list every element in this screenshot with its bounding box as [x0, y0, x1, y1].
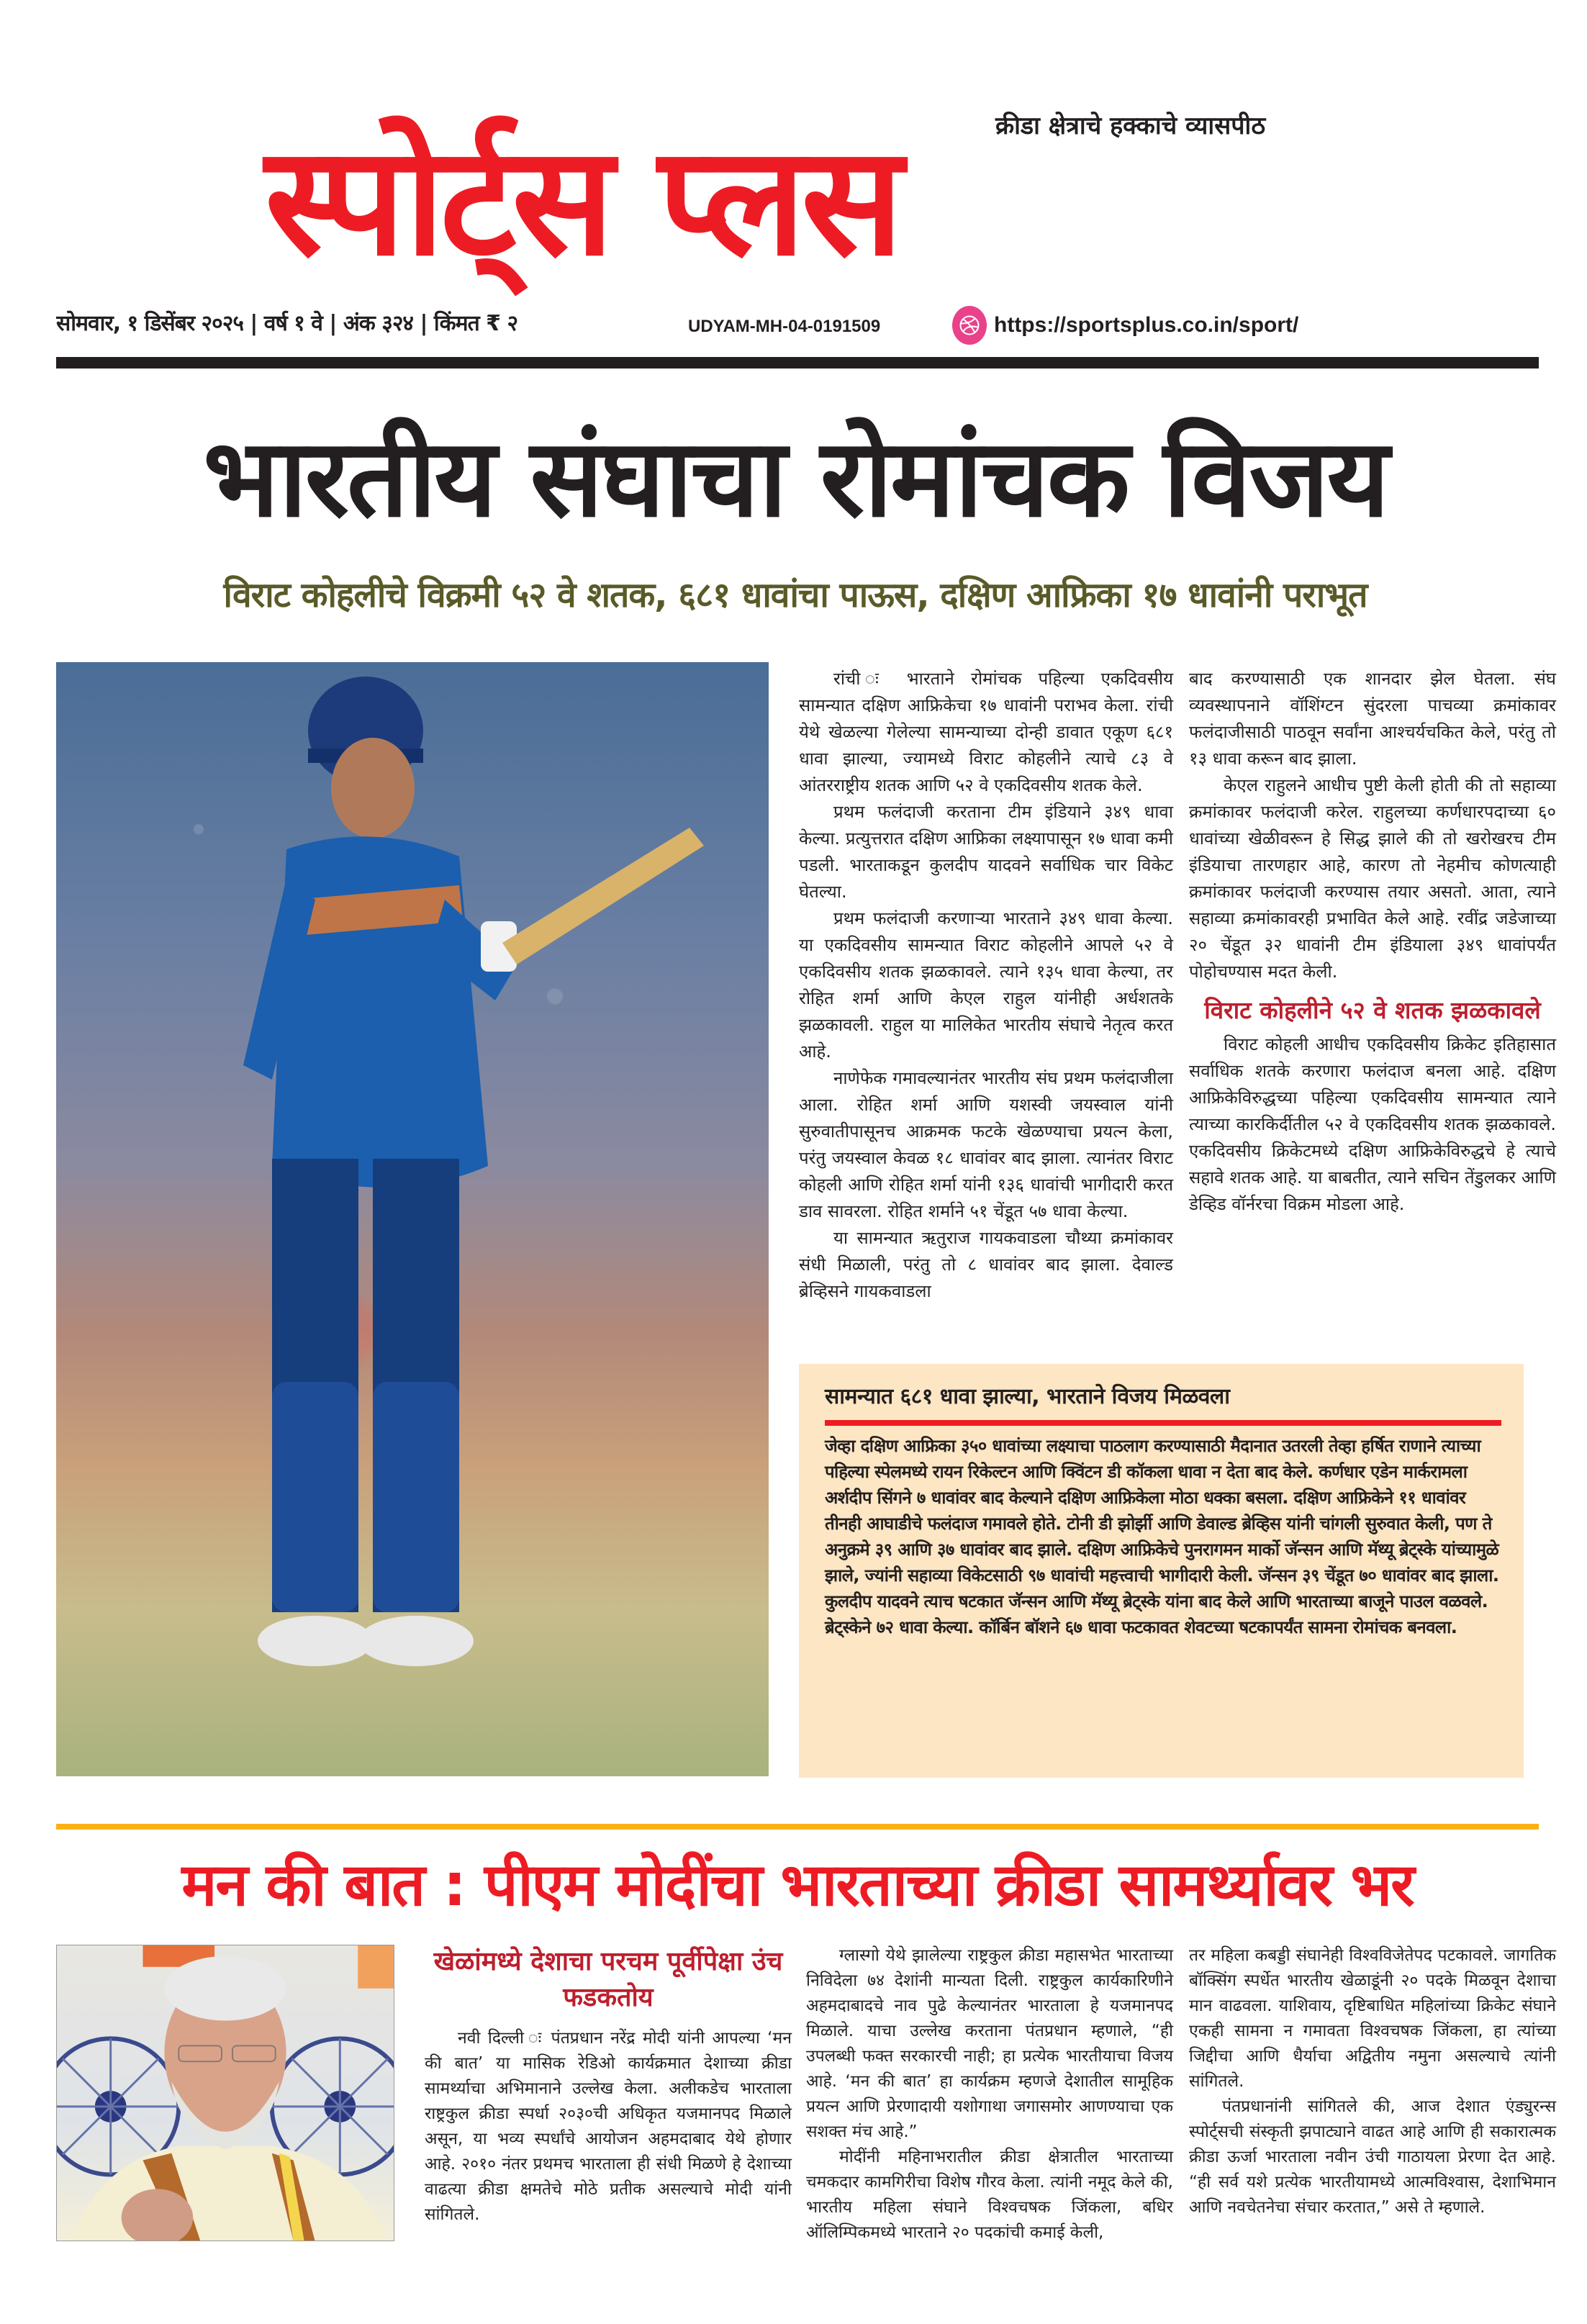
paragraph: पंतप्रधानांनी सांगितले की, आज देशात एंड्युरन्स स्पोर्ट्सची संस्कृती झपाट्याने वाढत आहे आणि ही सकारात्मक क्रीडा ऊर्जा भारताला नवीन उंची गाठायला प्रेरणा देत आहे. “ही सर्व यशे प्रत्येक भारतीयामध्ये आत्मविश्वास, देशाभिमान आणि नवचेतनेचा संचार करतात,” असे ते म्हणाले.: [1189, 2097, 1556, 2217]
box-body: जेव्हा दक्षिण आफ्रिका ३५० धावांच्या लक्ष्याचा पाठलाग करण्यासाठी मैदानात उतरली तेव्हा हर्षित राणाने त्याच्या पहिल्या स्पेलमध्ये रायन रिकेल्टन आणि क्विंटन डी कॉकला धावा न देता बाद केले. कर्णधार एडेन मार्करामला अर्शदीप सिंगने ७ धावांवर बाद केल्याने दक्षिण आफ्रिकेला मोठा धक्का बसला. दक्षिण आफ्रिकेने ११ धावांवर तीनही आघाडीचे फलंदाज गमावले होते. टोनी डी झोर्झी आणि डेवाल्ड ब्रेव्हिस यांनी चांगली सुरुवात केली, पण ते अनुक्रमे ३९ आणि ३७ धावांवर बाद झाले. दक्षिण आफ्रिकेचे पुनरागमन मार्को जॅन्सन आणि मॅथ्यू ब्रेट्स्के यांच्यामुळे झाले, ज्यांनी सहाव्या विकेटसाठी ९७ धावांची महत्त्वाची भागीदारी केली. जॅन्सन ३९ चेंडूत ७० धावांवर बाद झाला. कुलदीप यादवने त्याच षटकात जॅन्सन आणि मॅथ्यू ब्रेट्स्के यांना बाद केले आणि भारताच्या बाजूने पाउल वळवले. ब्रेट्स्केने ७२ धावा केल्या. कॉर्बिन बॉशने ६७ धावा फटकावत शेवटच्या षटकापर्यंत सामना रोमांचक बनवला.: [825, 1436, 1499, 1637]
paragraph: ग्लास्गो येथे झालेल्या राष्ट्रकुल क्रीडा महासभेत भारताच्या निविदेला ७४ देशांनी मान्यता दिली. राष्ट्रकुल कार्यकारिणीने अहमदाबादचे नाव पुढे केल्यानंतर भारताला हे यजमानपद मिळाले. याचा उल्लेख करताना पंतप्रधान म्हणाले, “ही उपलब्धी फक्त सरकारची नाही; हा प्रत्येक भारतीयाचा विजय आहे. ‘मन की बात’ हा कार्यक्रम म्हणजे देशातील सामूहिक प्रयत्न आणि प्रेरणादायी यशोगाथा जगासमोर आणण्याचा एक सशक्त मंच आहे.”: [806, 1946, 1173, 2141]
modi-photo: [56, 1945, 394, 2241]
dribbble-icon: [952, 306, 987, 345]
masthead-divider: [56, 357, 1539, 369]
main-headline: भारतीय संघाचा रोमांचक विजय: [203, 416, 1388, 541]
paragraph: केएल राहुलने आधीच पुष्टी केली होती की तो सहाव्या क्रमांकावर फलंदाजी करेल. राहुलच्या कर्णधारपदाच्या ६० धावांच्या खेळीवरून हे सिद्ध झाले की तो खरोखरच टीम इंडियाचा तारणहार आहे, कारण तो नेहमीच कोणत्याही क्रमांकावर फलंदाजी करण्यास तयार असतो. आता, त्याने सहाव्या क्रमांकावरही प्रभावित केले आहे. रवींद्र जडेजाच्या २० चेंडूत ३२ धावांनी टीम इंडियाला ३४९ धावांपर्यंत पोहोचण्यास मदत केली.: [1189, 775, 1556, 982]
second-article-column-1: [425, 1940, 792, 2228]
sports-flag-subheading: खेळांमध्ये देशाचा परचम पूर्वीपेक्षा उंच फडकतोय: [433, 1947, 783, 2012]
paragraph: नाणेफेक गमावल्यानंतर भारतीय संघ प्रथम फलंदाजीला आला. रोहित शर्मा आणि यशस्वी जयस्वाल यांनी सुरुवातीपासूनच आक्रमक फटके खेळण्याचा प्रयत्न केला, परंतु जयस्वाल केवळ १८ धावांवर बाद झाला. त्यानंतर विराट कोहली आणि रोहित शर्मा यांनी १३६ धावांची भागीदारी करत डाव सावरला. रोहित शर्माने ५१ चेंडूत ५७ धावा केल्या.: [799, 1068, 1173, 1221]
paragraph: या सामन्यात ऋतुराज गायकवाडला चौथ्या क्रमांकावर संधी मिळाली, परंतु तो ८ धावांवर बाद झाला. देवाल्ड ब्रेव्हिसने गायकवाडला: [799, 1228, 1173, 1301]
paragraph: तर महिला कबड्डी संघानेही विश्वविजेतेपद पटकावले. जागतिक बॉक्सिंग स्पर्धेत भारतीय खेळाडूंनी २० पदके मिळवून देशाचा मान वाढवला. याशिवाय, दृष्टिबाधित महिलांच्या क्रिकेट संघाने एकही सामना न गमावता विश्वचषक जिंकला, हा त्यांच्या जिद्दीचा आणि धैर्याचा अद्वितीय नमुना असल्याचे त्यांनी सांगितले.: [1189, 1946, 1556, 2091]
modi-figure: [57, 1945, 394, 2241]
lead-article-column-1: [799, 666, 1173, 1357]
cricketer-figure: [56, 662, 769, 1776]
lead-article-column-2: [1189, 666, 1556, 1353]
main-subheadline: विराट कोहलीचे विक्रमी ५२ वे शतक, ६८१ धावांचा पाऊस, दक्षिण आफ्रिका १७ धावांनी पराभूत: [223, 575, 1367, 615]
section-divider: [56, 1824, 1539, 1830]
match-summary-box: [799, 1364, 1524, 1778]
box-title-underline: [825, 1420, 1501, 1426]
second-article-column-3: [1189, 1943, 1556, 2220]
website-url[interactable]: https://sportsplus.co.in/sport/: [994, 313, 1299, 337]
tagline: क्रीडा क्षेत्राचे हक्काचे व्यासपीठ: [995, 112, 1266, 140]
box-title: सामन्यात ६८१ धावा झाल्या, भारताने विजय मिळवला: [825, 1384, 1230, 1409]
paragraph: प्रथम फलंदाजी करणाऱ्या भारताने ३४९ धावा केल्या. या एकदिवसीय सामन्यात विराट कोहलीने आपले ५२ वे एकदिवसीय शतक झळकावले. त्याने १३५ धावा केल्या, तर रोहित शर्मा आणि केएल राहुल यांनीही अर्धशतके झळकावली. राहुल या मालिकेत भारतीय संघाचे नेतृत्व करत आहे.: [799, 908, 1173, 1062]
second-headline: मन की बात : पीएम मोदींचा भारताच्या क्रीडा सामर्थ्यावर भर: [181, 1851, 1414, 1920]
paragraph: प्रथम फलंदाजी करताना टीम इंडियाने ३४९ धावा केल्या. प्रत्युत्तरात दक्षिण आफ्रिका लक्ष्यापासून १७ धावा कमी पडली. भारताकडून कुलदीप यादवने सर्वाधिक चार विकेट घेतल्या.: [799, 802, 1173, 902]
udyam-registration: UDYAM-MH-04-0191509: [688, 317, 881, 336]
kohli-photo: [56, 662, 769, 1776]
paragraph: नवी दिल्ली ः पंतप्रधान नरेंद्र मोदी यांनी आपल्या ‘मन की बात’ या मासिक रेडिओ कार्यक्रमात देशाच्या क्रीडा सामर्थ्याचा अभिमानाने उल्लेख केला. अलीकडेच भारताला राष्ट्रकुल क्रीडा स्पर्धा २०३०ची अधिकृत यजमानपद मिळाले असून, या भव्य स्पर्धांचे आयोजन अहमदाबाद येथे होणार आहे. २०१० नंतर प्रथमच भारताला ही संधी मिळणे हे देशाच्या वाढत्या क्रीडा क्षमतेचे मोठे प्रतीक असल्याचे मोदी यांनी सांगितले.: [425, 2029, 792, 2224]
paragraph: मोदींनी महिनाभरातील क्रीडा क्षेत्रातील भारताच्या चमकदार कामगिरीचा विशेष गौरव केला. त्यांनी नमूद केले की, भारतीय महिला संघाने विश्वचषक जिंकला, बधिर ऑलिम्पिकमध्ये भारताने २० पदकांची कमाई केली,: [806, 2148, 1173, 2242]
dateline: सोमवार, १ डिसेंबर २०२५ | वर्ष १ वे | अंक ३२४ | किंमत ₹ २: [56, 311, 518, 336]
paragraph: विराट कोहली आधीच एकदिवसीय क्रिकेट इतिहासात सर्वाधिक शतके करणारा फलंदाज बनला आहे. दक्षिण आफ्रिकेविरुद्धच्या पहिल्या एकदिवसीय सामन्यात त्याने त्याच्या कारकिर्दीतील ५२ वे एकदिवसीय शतक झळकावले. एकदिवसीय क्रिकेटमध्ये दक्षिण आफ्रिकेविरुद्धचे हे त्याचे सहावे शतक आहे. या बाबतीत, त्याने सचिन तेंडुलकर आणि डेव्हिड वॉर्नरचा विक्रम मोडला आहे.: [1189, 1034, 1556, 1214]
paragraph: बाद करण्यासाठी एक शानदार झेल घेतला. संघ व्यवस्थापनाने वॉशिंग्टन सुंदरला पाचव्या क्रमांकावर फलंदाजीसाठी पाठवून सर्वांना आश्चर्यचकित केले, परंतु तो १३ धावा करून बाद झाला.: [1189, 669, 1556, 769]
newspaper-logo: स्पोर्ट्स प्लस: [265, 113, 900, 289]
paragraph: रांची ः भारताने रोमांचक पहिल्या एकदिवसीय सामन्यात दक्षिण आफ्रिकेचा १७ धावांनी पराभव केला. रांची येथे खेळल्या गेलेल्या सामन्याच्या दोन्ही डावात एकूण ६८१ धावा झाल्या, ज्यामध्ये विराट कोहलीने त्याचे ८३ वे आंतरराष्ट्रीय शतक आणि ५२ वे एकदिवसीय शतक केले.: [799, 669, 1173, 795]
website-link[interactable]: [952, 306, 1298, 345]
second-article-column-2: [806, 1943, 1173, 2246]
kohli-century-subheading: विराट कोहलीने ५२ वे शतक झळकावले: [1204, 996, 1541, 1024]
masthead: [56, 0, 1568, 360]
